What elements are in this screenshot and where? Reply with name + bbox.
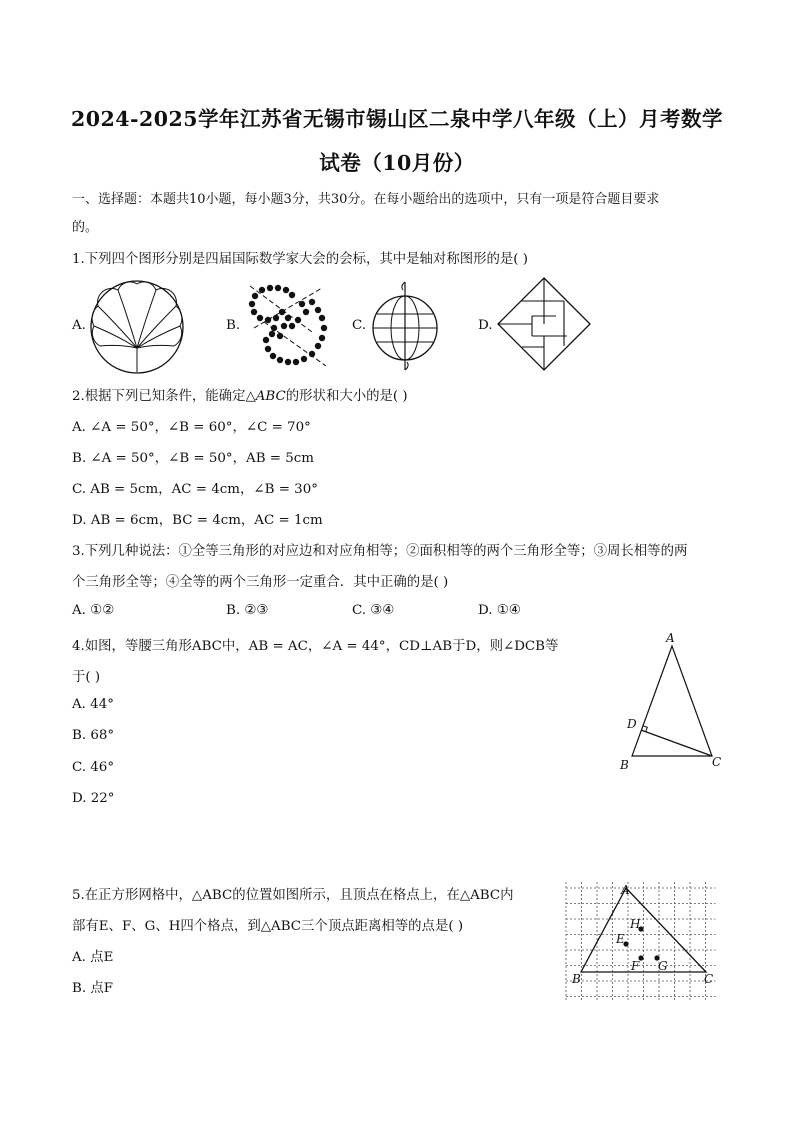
q4-label-d: D: [627, 717, 637, 731]
q4-label-a: A: [666, 631, 675, 645]
q1-option-d-label: D.: [478, 318, 493, 333]
globe-logo-icon: [370, 278, 440, 374]
q2-option-d: D. AB = 6cm，BC = 4cm，AC = 1cm: [72, 513, 323, 528]
q2-stem-post: 的形状和大小的是( ): [285, 389, 408, 404]
q3-option-d: D. ①④: [478, 603, 521, 618]
q4-option-c: C. 46°: [72, 760, 115, 775]
q5-label-h: H: [630, 917, 641, 931]
q5-stem-line2: 部有E、F、G、H四个格点，到△ABC三个顶点距离相等的点是( ): [72, 919, 464, 934]
q1-option-b-label: B.: [226, 318, 241, 333]
q4-option-d: D. 22°: [72, 791, 115, 806]
exam-title-line2: 试卷（10月份）: [319, 151, 475, 175]
circle-arcs-logo-icon: [88, 278, 186, 376]
q5-label-b: B: [572, 972, 581, 986]
q4-option-a: A. 44°: [72, 697, 114, 712]
q4-isosceles-triangle-figure: [612, 628, 732, 778]
q3-stem-line2: 个三角形全等；④全等的两个三角形一定重合．其中正确的是( ): [72, 575, 449, 590]
section-instructions-line1: 一、选择题：本题共10小题，每小题3分，共30分。在每小题给出的选项中，只有一项是符合题目要求: [72, 192, 660, 207]
exam-title-line1: 2024-2025学年江苏省无锡市锡山区二泉中学八年级（上）月考数学: [70, 107, 724, 131]
q5-label-f: F: [631, 959, 640, 973]
q5-label-c: C: [704, 972, 714, 986]
q4-label-c: C: [712, 755, 722, 769]
q5-option-b: B. 点F: [72, 981, 114, 996]
dotted-spiral-logo-icon: [242, 282, 334, 370]
section-instructions-line2: 的。: [72, 220, 99, 235]
q5-stem-line1: 5.在正方形网格中，△ABC的位置如图所示，且顶点在格点上，在△ABC内: [72, 888, 514, 903]
q2-option-b: B. ∠A = 50°，∠B = 50°，AB = 5cm: [72, 451, 314, 466]
q2-stem-math: △ABC: [245, 389, 286, 404]
q1-option-c-label: C.: [352, 318, 367, 333]
q5-option-a: A. 点E: [72, 950, 114, 965]
q5-label-a: A: [621, 883, 630, 897]
q4-label-b: B: [620, 758, 629, 772]
q1-stem: 1.下列四个图形分别是四届国际数学家大会的会标，其中是轴对称图形的是( ): [72, 252, 528, 267]
q5-grid-triangle-figure: [566, 882, 718, 1004]
q4-stem-line1: 4.如图，等腰三角形ABC中，AB = AC，∠A = 44°，CD⊥AB于D，则∠DCB等: [72, 639, 559, 654]
q1-option-a-label: A.: [72, 318, 86, 333]
q5-label-e: E: [616, 932, 625, 946]
q5-label-g: G: [658, 959, 668, 973]
q4-option-b: B. 68°: [72, 728, 115, 743]
q3-option-a: A. ①②: [72, 603, 115, 618]
q2-stem-pre: 2.根据下列已知条件，能确定: [72, 389, 246, 404]
q2-option-c: C. AB = 5cm，AC = 4cm，∠B = 30°: [72, 482, 318, 497]
q3-stem-line1: 3.下列几种说法：①全等三角形的对应边和对应角相等；②面积相等的两个三角形全等；③周长相等的两: [72, 544, 688, 559]
q2-stem: [72, 385, 408, 404]
q3-option-b: B. ②③: [226, 603, 269, 618]
square-pinwheel-logo-icon: [496, 276, 592, 372]
q3-option-c: C. ③④: [352, 603, 395, 618]
q2-option-a: A. ∠A = 50°，∠B = 60°，∠C = 70°: [72, 420, 311, 435]
q4-stem-line2: 于( ): [72, 670, 101, 685]
